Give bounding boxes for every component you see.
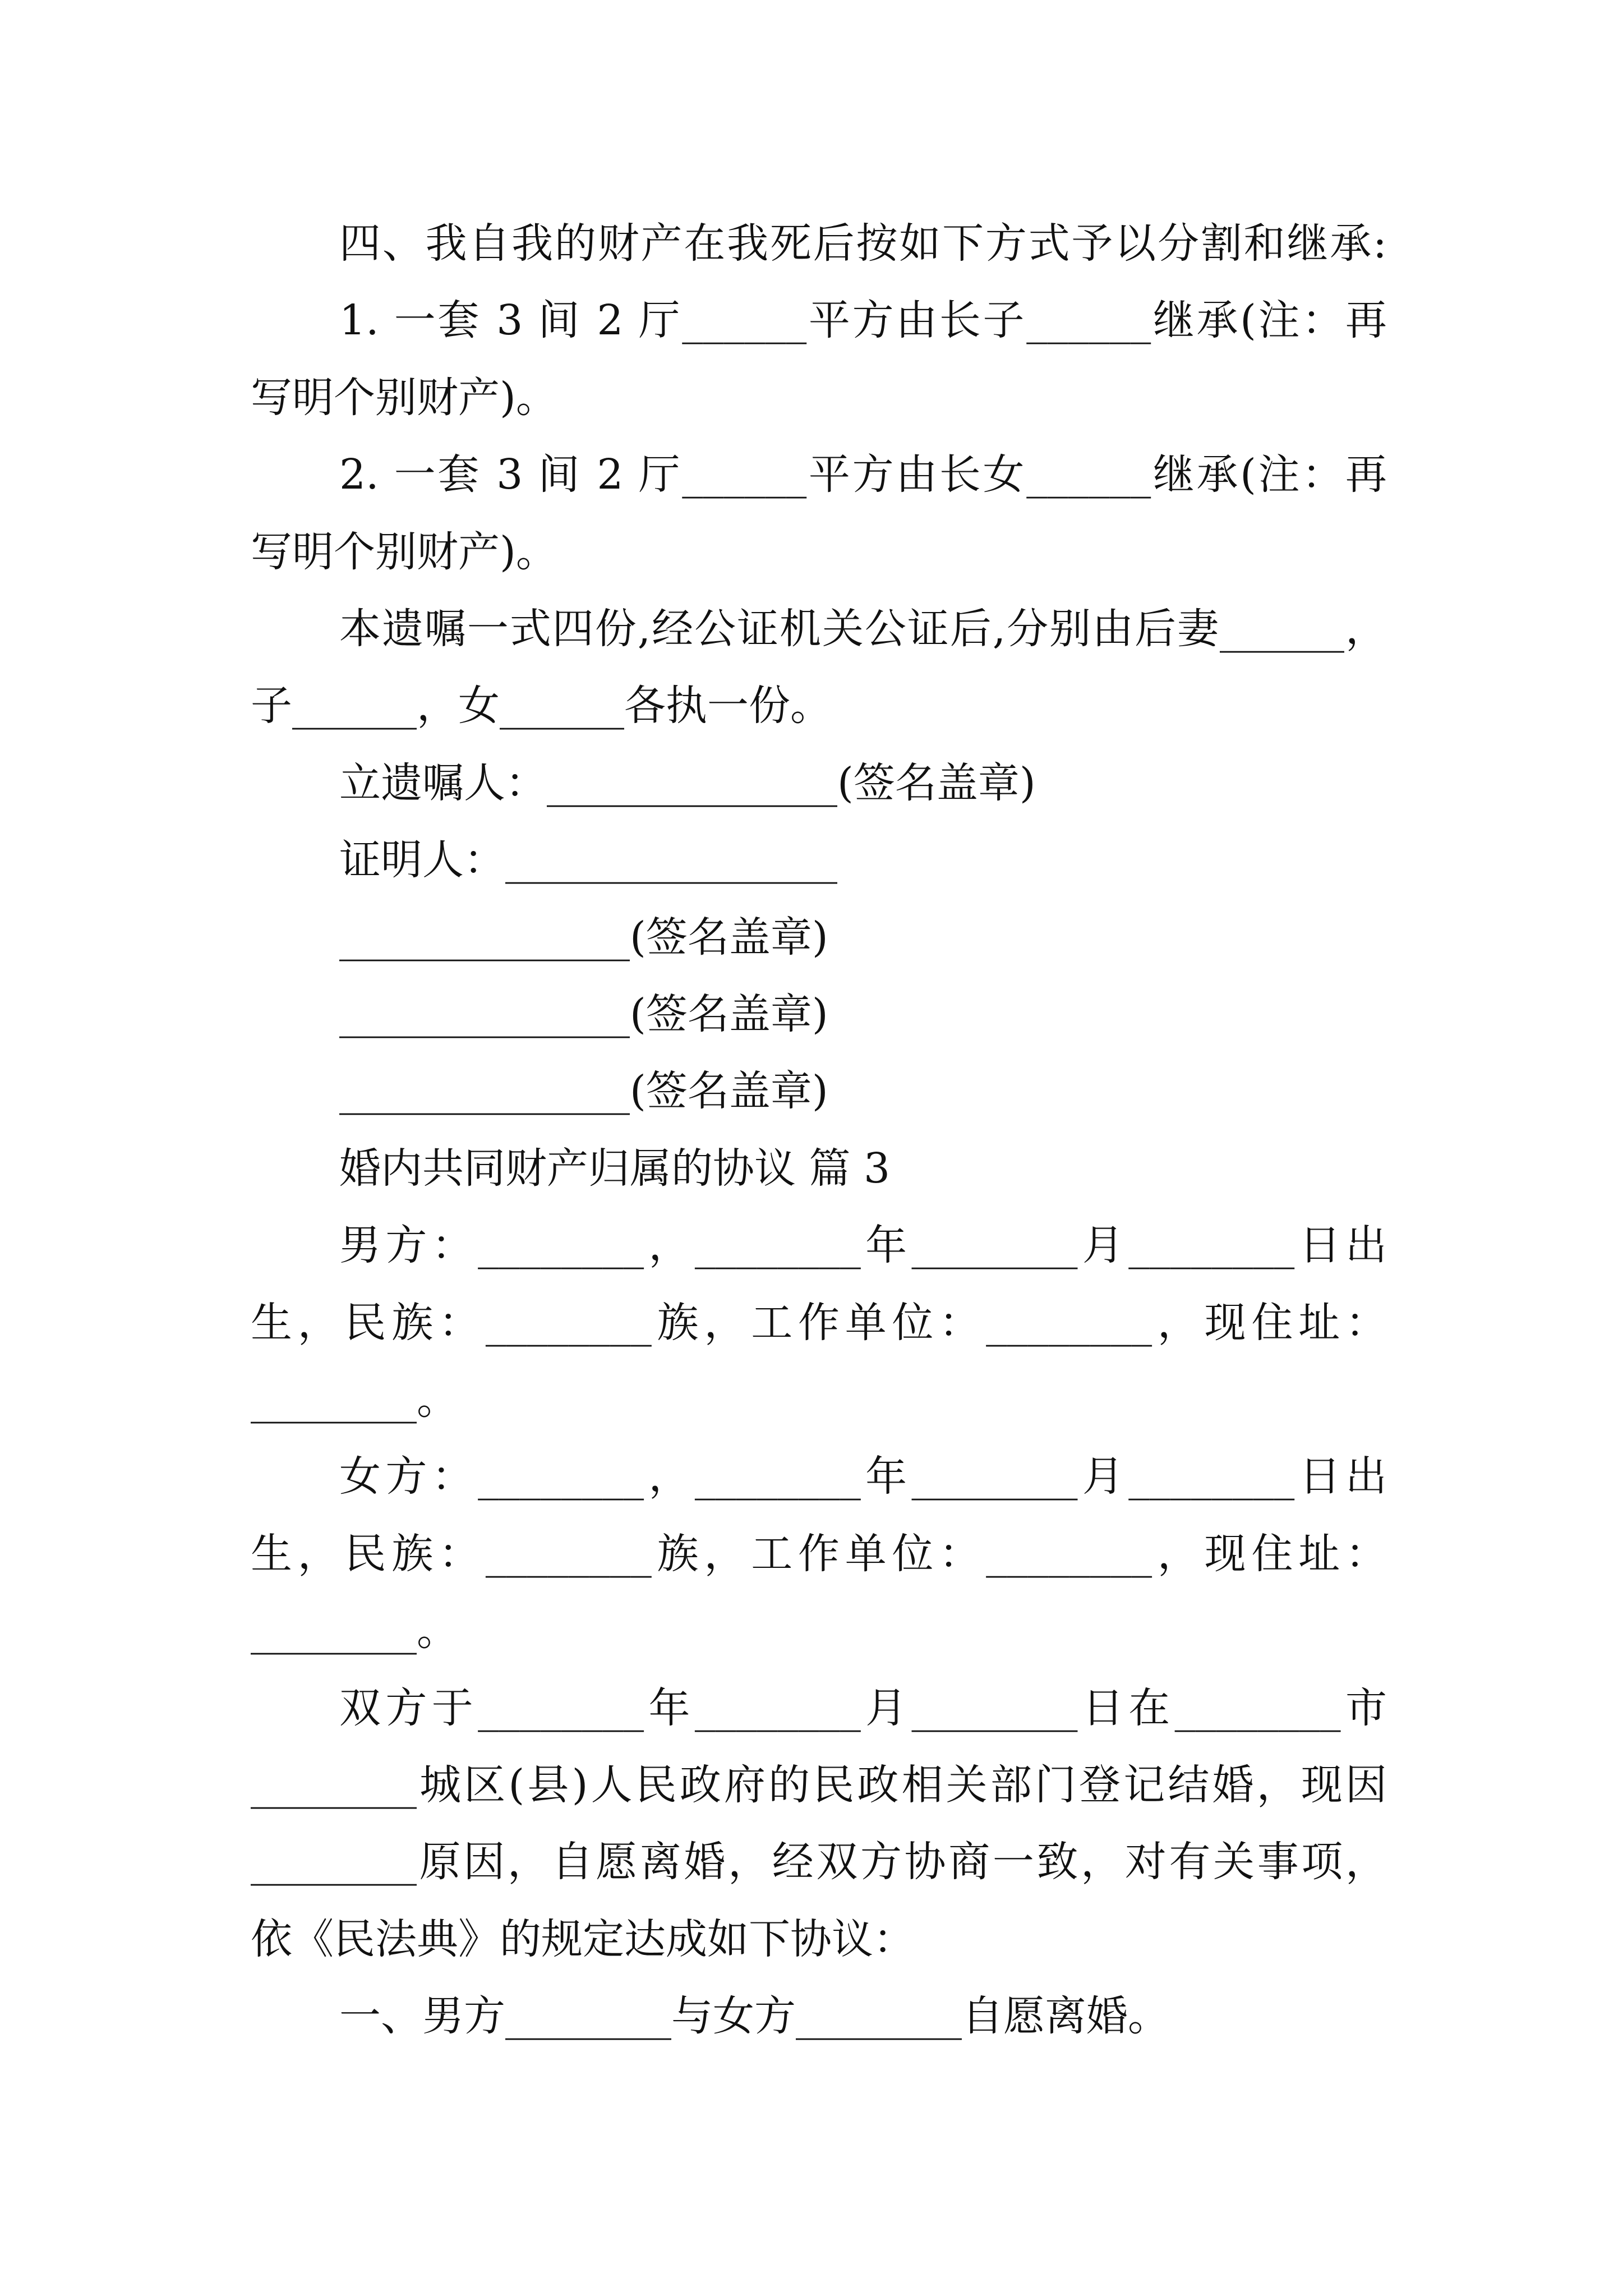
male-party-line: 男方：________，________年________月________日出 <box>339 1221 1387 1269</box>
will-item-1-continuation: 写明个别财产)。 <box>251 374 557 422</box>
will-item-2-continuation: 写明个别财产)。 <box>251 528 557 576</box>
clause-1-voluntary-divorce: 一、男方________与女方________自愿离婚。 <box>339 1992 1169 2040</box>
divorce-reason-line: ________原因，自愿离婚，经双方协商一致，对有关事项， <box>251 1838 1387 1886</box>
male-party-continuation: 生，民族：________族，工作单位：________，现住址： <box>251 1299 1387 1347</box>
will-property-division-heading: 四、我自我的财产在我死后按如下方式予以分割和继承: <box>339 219 1387 268</box>
marriage-registration-line: 双方于________年________月________日在________市 <box>339 1684 1387 1732</box>
will-copies-continuation: 子______，女______各执一份。 <box>251 682 832 730</box>
female-party-line: 女方：________，________年________月________日出 <box>339 1452 1387 1501</box>
civil-code-line: 依《民法典》的规定达成如下协议： <box>251 1915 915 1963</box>
testator-signature-line: 立遗嘱人：______________(签名盖章) <box>339 759 1036 807</box>
female-party-continuation: 生，民族：________族，工作单位：________，现住址： <box>251 1530 1387 1578</box>
witness-line: 证明人：________________ <box>339 836 837 884</box>
witness-signature-line: ______________(签名盖章) <box>339 913 828 961</box>
witness-signature-line: ______________(签名盖章) <box>339 1067 828 1115</box>
will-item-1-line: 1. 一套 3 间 2 厅______平方由长子______继承(注：再 <box>339 296 1387 344</box>
female-party-address-blank: ________。 <box>251 1607 458 1655</box>
marriage-registration-continuation: ________城区(县)人民政府的民政相关部门登记结婚，现因 <box>251 1761 1387 1809</box>
will-item-2-line: 2. 一套 3 间 2 厅______平方由长女______继承(注：再 <box>339 450 1387 499</box>
witness-signature-line: ______________(签名盖章) <box>339 990 828 1038</box>
will-copies-line: 本遗嘱一式四份,经公证机关公证后,分别由后妻______， <box>339 605 1387 653</box>
male-party-address-blank: ________。 <box>251 1375 458 1424</box>
agreement-title: 婚内共同财产归属的协议 篇 3 <box>339 1144 891 1193</box>
